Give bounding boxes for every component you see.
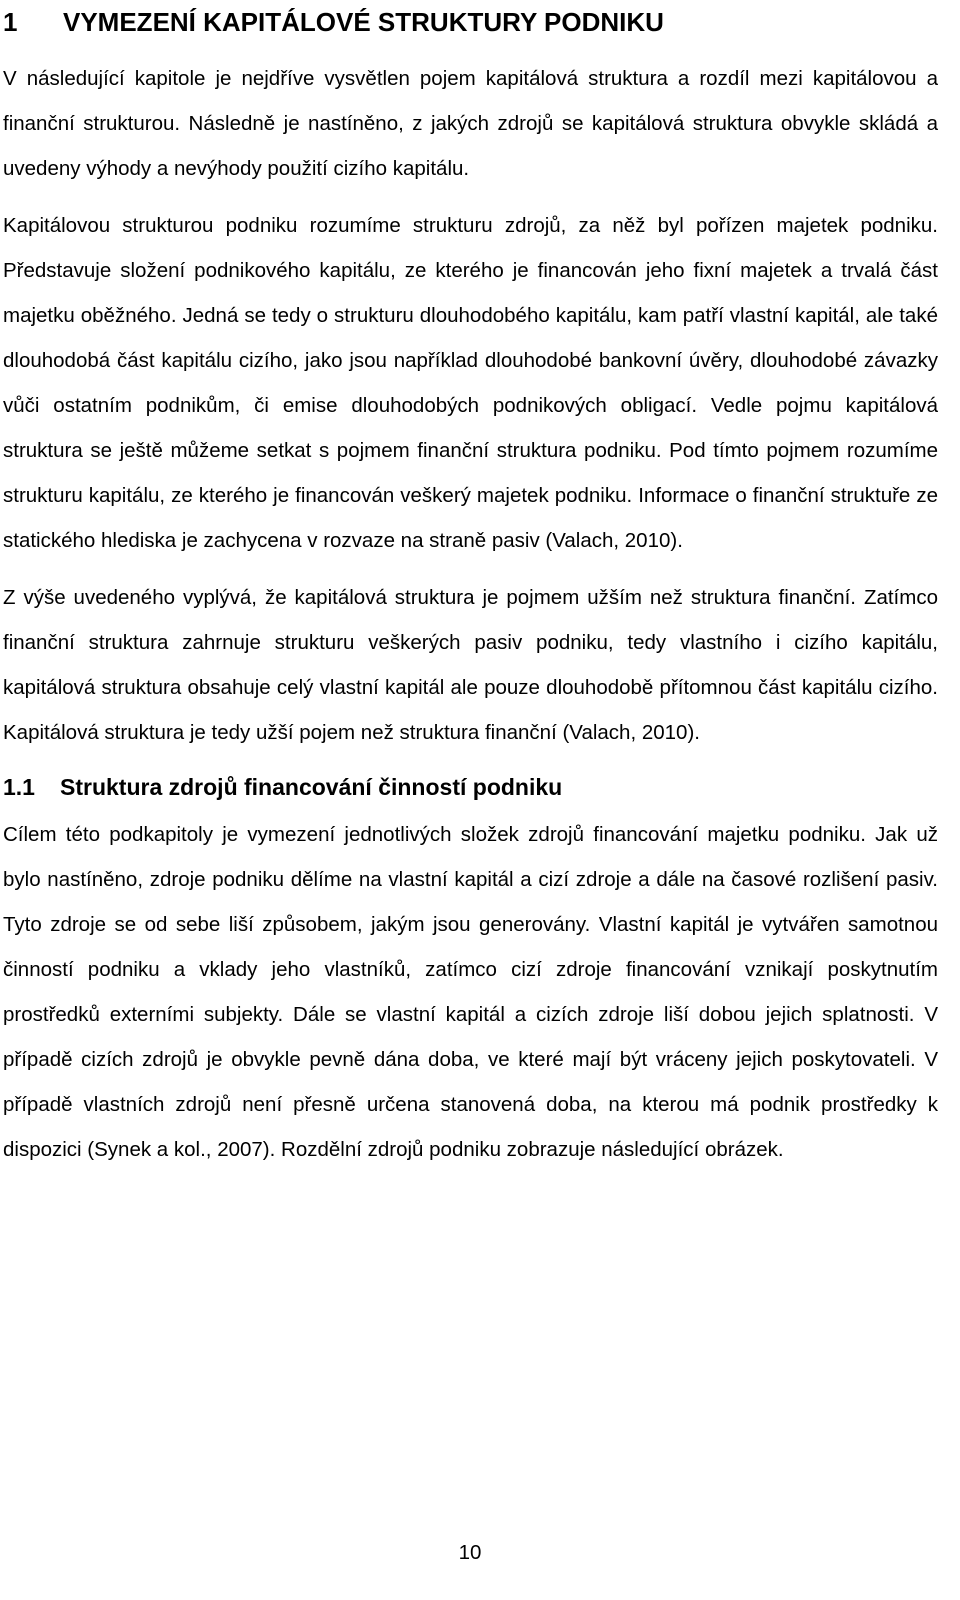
section-heading-wrap <box>3 755 938 812</box>
section-paragraph: Cílem této podkapitoly je vymezení jednotlivých složek zdrojů financování majetku podniku. Jak už bylo nastíněno, zdroje podniku dělíme na vlastní kapitál a cizí zdroje a dále na časové rozlišení pasiv. Tyto zdroje se od sebe liší způsobem, jakým jsou generovány. Vlastní kapitál je vytvářen samotnou činností podniku a vklady jeho vlastníků, zatímco cizí zdroje financování vznikají poskytnutím prostředků externími subjekty. Dále se vlastní kapitál a cizích zdroje liší dobou jejich splatnosti. V případě cizích zdrojů je obvykle pevně dána doba, ve které mají být vráceny jejich poskytovateli. V případě vlastních zdrojů není přesně určena stanovená doba, na kterou má podnik prostředky k dispozici (Synek a kol., 2007). Rozdělní zdrojů podniku zobrazuje následující obrázek. <box>3 823 938 1161</box>
intro-paragraph: V následující kapitole je nejdříve vysvětlen pojem kapitálová struktura a rozdíl mezi kapitálovou a finanční strukturou. Následně je nastíněno, z jakých zdrojů se kapitálová struktura obvykle skládá a uvedeny výhody a nevýhody použití cizího kapitálu. <box>3 67 938 180</box>
chapter-number: 1 <box>3 7 18 37</box>
section-number: 1.1 <box>3 774 35 800</box>
page-content <box>3 0 938 1172</box>
comparison-paragraph: Z výše uvedeného vyplývá, že kapitálová struktura je pojmem užším než struktura finanční. Zatímco finanční struktura zahrnuje strukturu veškerých pasiv podniku, tedy vlastního i cizího kapitálu, kapitálová struktura obsahuje celý vlastní kapitál ale pouze dlouhodobě přítomnou část kapitálu cizího. Kapitálová struktura je tedy užší pojem než struktura finanční (Valach, 2010). <box>3 586 938 744</box>
chapter-heading-wrap <box>3 0 938 56</box>
page-number: 10 <box>458 1541 482 1564</box>
section-title: Struktura zdrojů financování činností podniku <box>60 774 563 800</box>
chapter-heading <box>3 0 938 38</box>
capital-structure-paragraph: Kapitálovou strukturou podniku rozumíme strukturu zdrojů, za něž byl pořízen majetek podniku. Představuje složení podnikového kapitálu, ze kterého je financován jeho fixní majetek a trvalá část majetku oběžného. Jedná se tedy o strukturu dlouhodobého kapitálu, kam patří vlastní kapitál, ale také dlouhodobá část kapitálu cizího, jako jsou například dlouhodobé bankovní úvěry, dlouhodobé závazky vůči ostatním podnikům, či emise dlouhodobých podnikových obligací. Vedle pojmu kapitálová struktura se ještě můžeme setkat s pojmem finanční struktura podniku. Pod tímto pojmem rozumíme strukturu kapitálu, ze kterého je financován veškerý majetek podniku. Informace o finanční struktuře ze statického hlediska je zachycena v rozvaze na straně pasiv (Valach, 2010). <box>3 214 938 552</box>
chapter-title: VYMEZENÍ KAPITÁLOVÉ STRUKTURY PODNIKU <box>63 7 664 37</box>
section-heading <box>3 772 938 802</box>
